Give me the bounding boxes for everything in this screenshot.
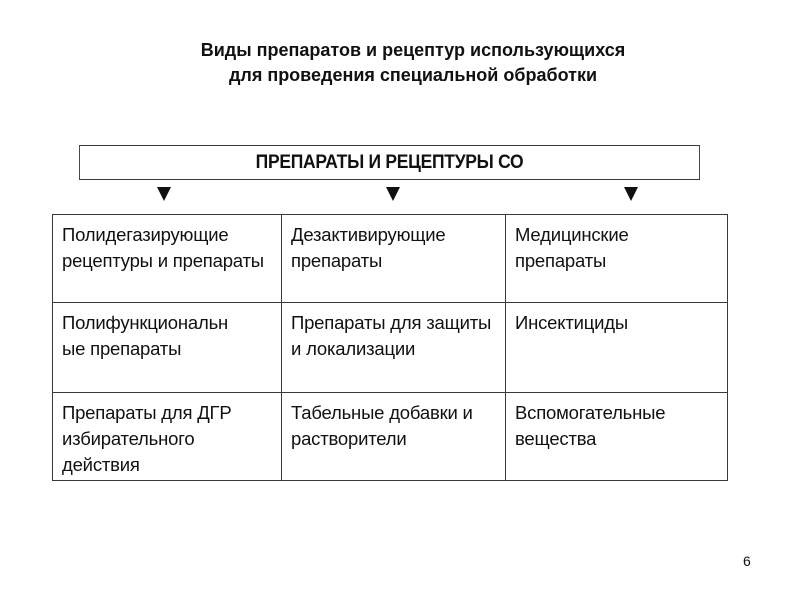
down-arrow-icon [624,187,638,201]
slide-title-line-1: Виды препаратов и рецептур использующихся [200,40,626,60]
table-cell: Препараты для защиты и локализации [282,303,506,393]
table-cell: Табельные добавки и растворители [282,393,506,481]
table-cell [53,303,282,393]
category-header-text: ПРЕПАРАТЫ И РЕЦЕПТУРЫ СО [255,151,524,173]
table-cell: Медицинские препараты [506,215,728,303]
down-arrow-icon [386,187,400,201]
table-row [53,215,728,303]
table-cell: Вспомогательные вещества [506,393,728,481]
table-row [53,393,728,481]
cell-text-part: Полифункциональн [62,312,229,333]
slide-title-line-2: для проведения специальной обработки [228,65,598,85]
cell-text-part: ые препараты [62,338,182,359]
table-cell: Препараты для ДГР избирательного действия [53,393,282,481]
down-arrow-icon [157,187,171,201]
table-row [53,303,728,393]
slide-title [0,38,800,88]
category-header-box [79,145,700,180]
preparations-table [52,214,728,481]
table-cell: Полидегазирующие рецептуры и препараты [53,215,282,303]
table-cell: Дезактивирующие препараты [282,215,506,303]
page-number: 6 [743,553,751,569]
table-cell: Инсектициды [506,303,728,393]
